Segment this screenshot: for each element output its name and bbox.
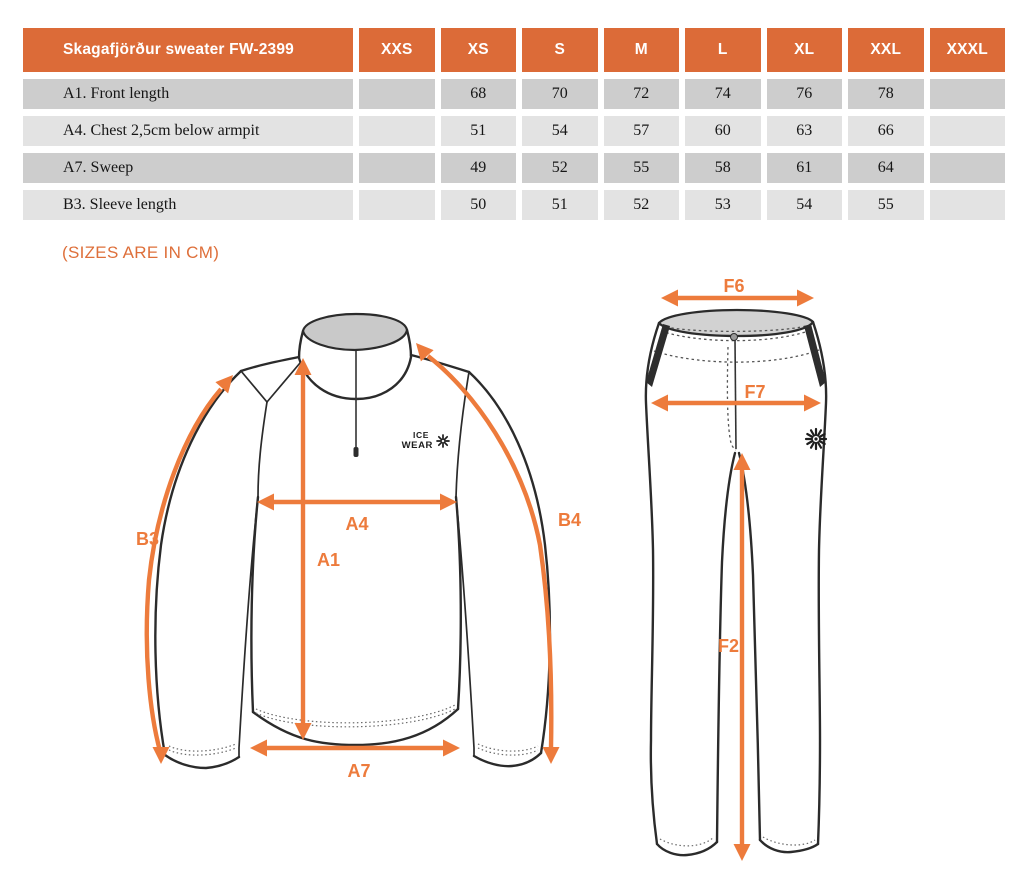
a1-arrow xyxy=(295,358,312,740)
size-value-cell: 68 xyxy=(441,79,517,109)
row-label-sleeve-length: B3. Sleeve length xyxy=(23,190,353,220)
size-value-cell xyxy=(930,116,1006,146)
size-value-cell: 51 xyxy=(441,116,517,146)
logo-snowflake-icon xyxy=(437,435,449,447)
size-value-cell: 50 xyxy=(441,190,517,220)
column-header-l: L xyxy=(685,28,761,72)
f7-label: F7 xyxy=(744,382,766,402)
column-header-xxxl: XXXL xyxy=(930,28,1006,72)
size-value-cell: 66 xyxy=(848,116,924,146)
f6-label: F6 xyxy=(723,276,745,296)
table-title: Skagafjörður sweater FW-2399 xyxy=(23,28,353,72)
size-value-cell: 74 xyxy=(685,79,761,109)
logo-line-1: ICE xyxy=(413,430,429,440)
row-label-front-length: A1. Front length xyxy=(23,79,353,109)
size-value-cell: 63 xyxy=(767,116,843,146)
size-value-cell: 55 xyxy=(604,153,680,183)
waistband xyxy=(654,310,819,362)
size-value-cell: 52 xyxy=(522,153,598,183)
size-value-cell: 55 xyxy=(848,190,924,220)
size-value-cell: 76 xyxy=(767,79,843,109)
b3-label: B3 xyxy=(136,529,160,549)
size-value-cell xyxy=(359,116,435,146)
column-header-s: S xyxy=(522,28,598,72)
row-label-sweep: A7. Sweep xyxy=(23,153,353,183)
column-header-xl: XL xyxy=(767,28,843,72)
size-value-cell: 49 xyxy=(441,153,517,183)
column-header-xxl: XXL xyxy=(848,28,924,72)
zipper-pull xyxy=(354,447,359,457)
size-value-cell: 64 xyxy=(848,153,924,183)
size-value-cell: 57 xyxy=(604,116,680,146)
column-header-xxs: XXS xyxy=(359,28,435,72)
ice-wear-logo xyxy=(402,430,449,451)
size-value-cell: 53 xyxy=(685,190,761,220)
b3-arrow xyxy=(147,375,233,764)
size-value-cell: 52 xyxy=(604,190,680,220)
size-value-cell: 51 xyxy=(522,190,598,220)
b4-arrow xyxy=(416,343,560,764)
size-value-cell: 54 xyxy=(522,116,598,146)
a7-arrow xyxy=(250,740,460,757)
a7-label: A7 xyxy=(347,761,371,781)
size-value-cell: 78 xyxy=(848,79,924,109)
row-label-chest: A4. Chest 2,5cm below armpit xyxy=(23,116,353,146)
pants-outline xyxy=(646,310,826,855)
a4-arrow xyxy=(257,494,457,511)
size-value-cell: 61 xyxy=(767,153,843,183)
collar xyxy=(299,314,411,399)
sizes-in-cm-note: (SIZES ARE IN CM) xyxy=(62,243,220,262)
size-value-cell: 58 xyxy=(685,153,761,183)
pants-diagram xyxy=(615,272,945,880)
sweater-diagram xyxy=(100,300,620,810)
a4-label: A4 xyxy=(345,514,369,534)
size-value-cell xyxy=(359,190,435,220)
column-header-xs: XS xyxy=(441,28,517,72)
size-value-cell: 72 xyxy=(604,79,680,109)
size-value-cell xyxy=(359,79,435,109)
a1-label: A1 xyxy=(317,550,341,570)
size-value-cell xyxy=(930,190,1006,220)
fly xyxy=(727,340,736,450)
size-value-cell xyxy=(359,153,435,183)
size-value-cell: 60 xyxy=(685,116,761,146)
size-value-cell: 54 xyxy=(767,190,843,220)
logo-line-2: WEAR xyxy=(401,440,433,451)
b4-label: B4 xyxy=(558,510,582,530)
size-value-cell: 70 xyxy=(522,79,598,109)
size-value-cell xyxy=(930,79,1006,109)
column-header-m: M xyxy=(604,28,680,72)
waist-button xyxy=(731,334,738,341)
size-table xyxy=(23,28,1005,220)
size-value-cell xyxy=(930,153,1006,183)
f2-label: F2 xyxy=(717,636,739,656)
sweater-outline xyxy=(155,314,550,768)
